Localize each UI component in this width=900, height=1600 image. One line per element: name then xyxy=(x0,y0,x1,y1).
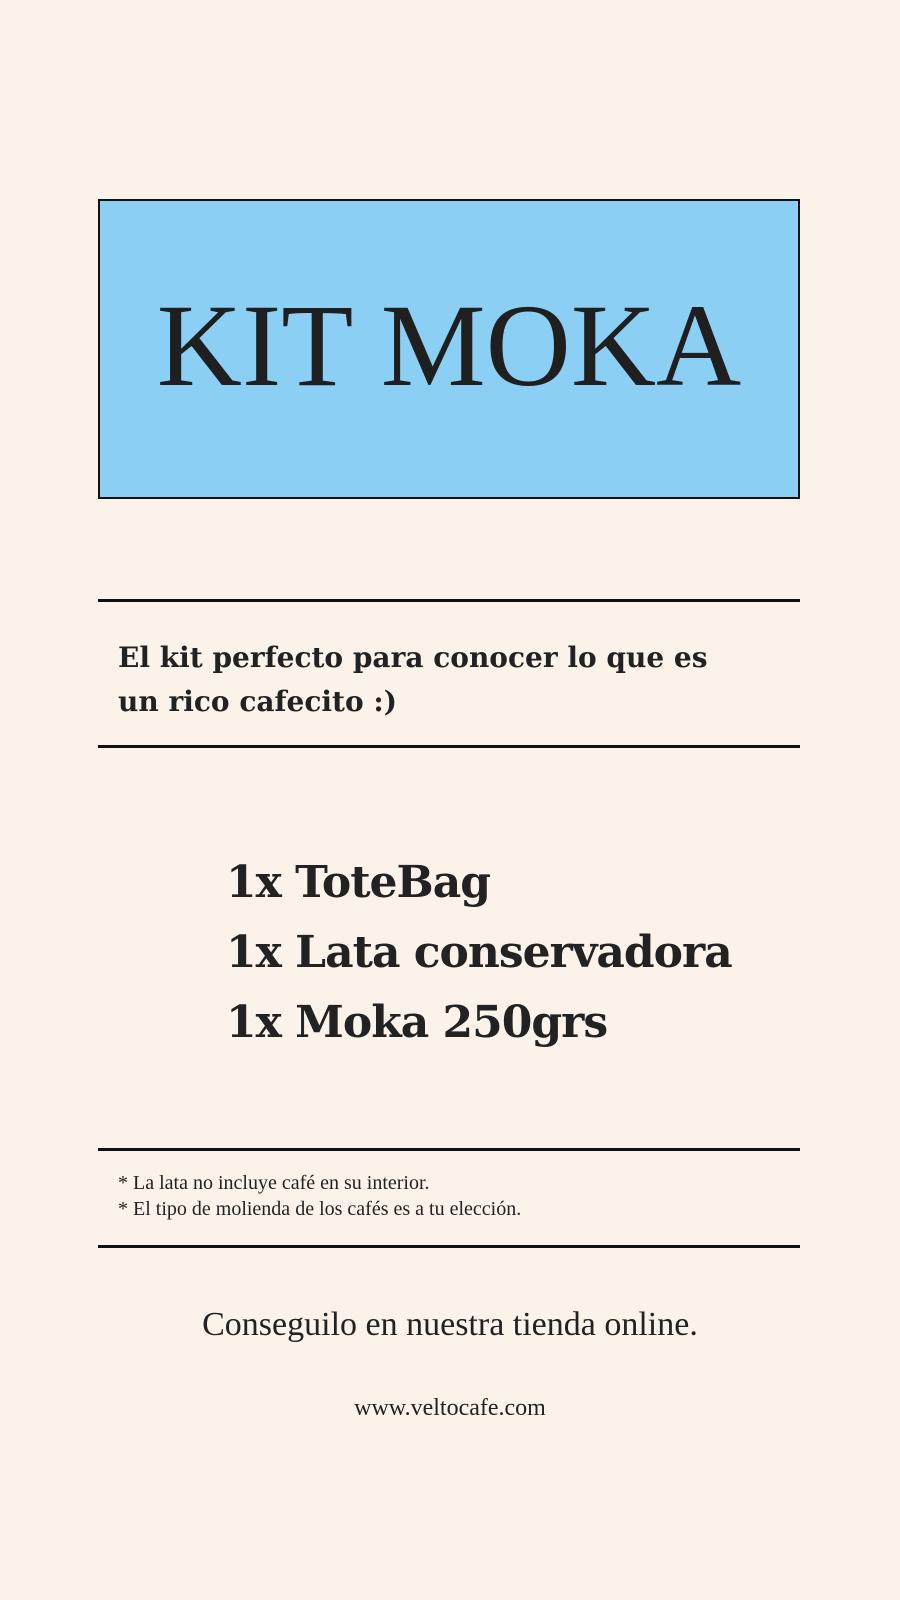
divider-after-tagline xyxy=(98,745,800,748)
divider-after-notes xyxy=(98,1245,800,1248)
title-box xyxy=(98,199,800,499)
kit-item-totebag: 1x ToteBag xyxy=(226,857,490,908)
note-molienda: * El tipo de molienda de los cafés es a tu elección. xyxy=(118,1198,522,1220)
divider-top xyxy=(98,599,800,602)
tagline: El kit perfecto para conocer lo que es un rico cafecito :) xyxy=(118,641,708,718)
kit-contents-list xyxy=(226,848,732,1058)
website-link[interactable]: www.veltocafe.com xyxy=(354,1395,546,1421)
kit-item-moka: 1x Moka 250grs xyxy=(226,997,608,1048)
kit-item-lata: 1x Lata conservadora xyxy=(226,927,732,978)
notes-list xyxy=(118,1170,521,1222)
page-title: KIT MOKA xyxy=(156,280,742,411)
call-to-action: Conseguilo en nuestra tienda online. xyxy=(202,1306,698,1343)
divider-before-notes xyxy=(98,1148,800,1151)
note-lata: * La lata no incluye café en su interior. xyxy=(118,1172,430,1194)
